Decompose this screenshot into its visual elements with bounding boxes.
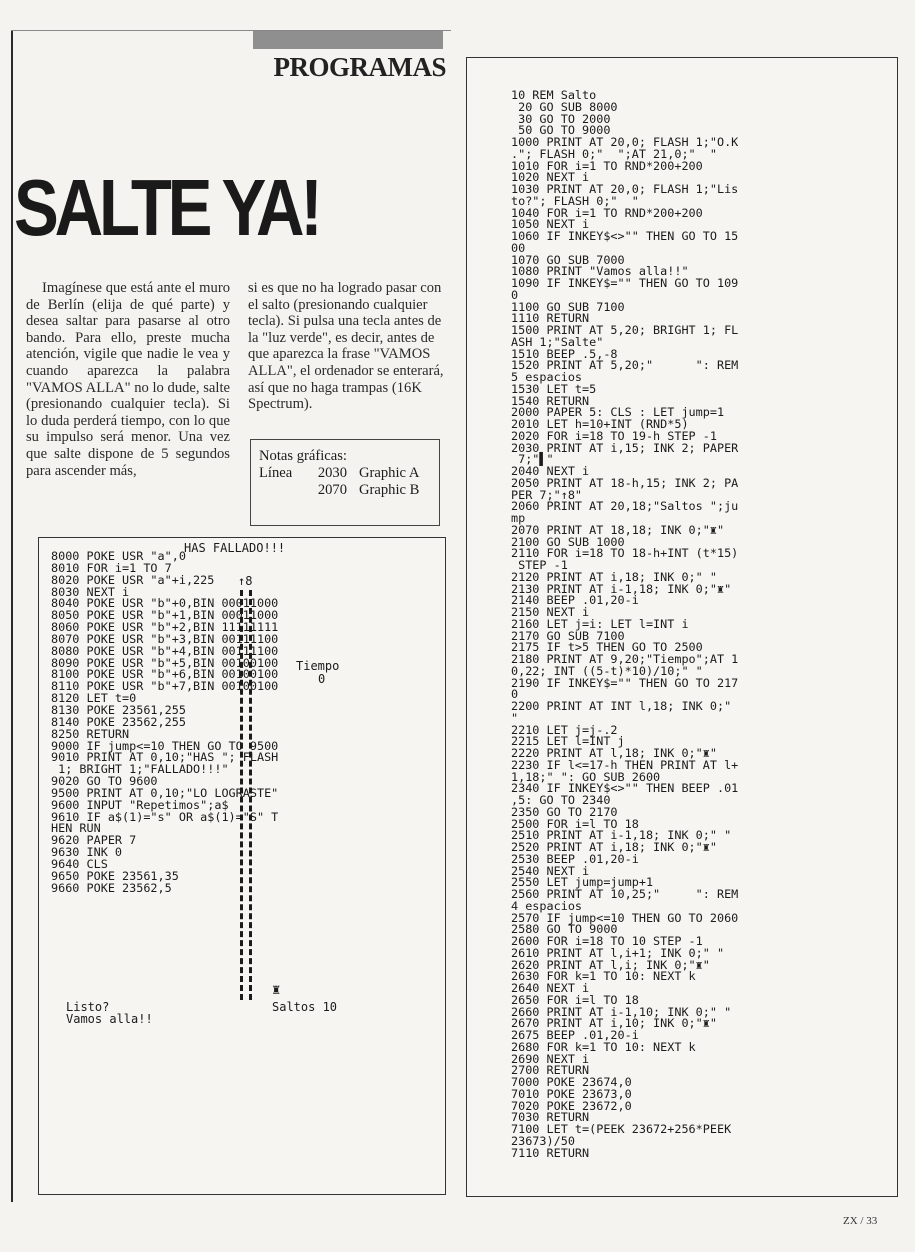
screen-status-line-1: Listo? xyxy=(66,1000,110,1014)
article-title: SALTE YA! xyxy=(14,163,319,252)
notes-label: Línea xyxy=(259,465,293,481)
main-program-listing: 10 REM Salto 20 GO SUB 8000 30 GO TO 2000 50 GO TO 9000 1000 PRINT AT 20,0; FLASH 1;"O.K ."; FLASH 0;" ";AT 21,0;" " 1010 FOR i=1 TO RND*200+200 1020 NEXT i 1030 PRINT AT 20,0; FLASH 1;"Lis to?"; FLASH 0;" " 1040 FOR i=1 TO RND*200+200 1050 NEXT i 1060 IF INKEY$<>"" THEN GO TO 15 00 1070 GO SUB 7000 1080 PRINT "Vamos alla!!" 1090 IF INKEY$="" THEN GO TO 109 0 1100 GO SUB 7100 1110 RETURN 1500 PRINT AT 5,20; BRIGHT 1; FL ASH 1;"Salte" 1510 BEEP .5,-8 1520 PRINT AT 5,20;" ": REM 5 espacios 1530 LET t=5 1540 RETURN 2000 PAPER 5: CLS : LET jump=1 2010 LET h=10+INT (RND*5) 2020 FOR i=18 TO 19-h STEP -1 2030 PRINT AT i,15; INK 2; PAPER 7;"▌" 2040 NEXT i 2050 PRINT AT 18-h,15; INK 2; PA PER 7;"↑8" 2060 PRINT AT 20,18;"Saltos ";ju mp 2070 PRINT AT 18,18; INK 0;"♜" 2100 GO SUB 1000 2110 FOR i=18 TO 18-h+INT (t*15) STEP -1 2120 PRINT AT i,18; INK 0;" " 2130 PRINT AT i-1,18; INK 0;"♜" 2140 BEEP .01,20-i 2150 NEXT i 2160 LET j=i: LET l=INT i 2170 GO SUB 7100 2175 IF t>5 THEN GO TO 2500 2180 PRINT AT 9,20;"Tiempo";AT 1 0,22; INT ((5-t)*10)/10;" " 2190 IF INKEY$="" THEN GO TO 217 0 2200 PRINT AT INT l,18; INK 0;" " 2210 LET j=j-.2 2215 LET l=INT j 2220 PRINT AT l,18; INK 0;"♜" 2230 IF l<=17-h THEN PRINT AT l+ 1,18;" ": GO SUB 2600 2340 IF INKEY$<>"" THEN BEEP .01 ,5: GO TO 2340 2350 GO TO 2170 2500 FOR i=l TO 18 2510 PRINT AT i-1,18; INK 0;" " 2520 PRINT AT i,18; INK 0;"♜" 2530 BEEP .01,20-i 2540 NEXT i 2550 LET jump=jump+1 2560 PRINT AT 10,25;" ": REM 4 espacios 2570 IF jump<=10 THEN GO TO 2060 2580 GO TO 9000 2600 FOR i=18 TO 10 STEP -1 2610 PRINT AT l,i+1; INK 0;" " 2620 PRINT AT l,i; INK 0;"♜" 2630 FOR k=1 TO 10: NEXT k 2640 NEXT i 2650 FOR i=l TO 18 2660 PRINT AT i-1,10; INK 0;" " 2670 PRINT AT i,10; INK 0;"♜" 2675 BEEP .01,20-i 2680 FOR k=1 TO 10: NEXT k 2690 NEXT i 2700 RETURN 7000 POKE 23674,0 7010 POKE 23673,0 7020 POKE 23672,0 7030 RETURN 7100 LET t=(PEEK 23672+256*PEEK 23673)/50 7110 RETURN xyxy=(511,88,739,1160)
graphics-notes-box xyxy=(250,439,440,526)
screen-status-line-2: Vamos alla!! xyxy=(66,1012,153,1026)
screen-height-marker: ↑8 xyxy=(238,574,253,588)
notes-title: Notas gráficas: xyxy=(259,448,347,464)
screen-jumper: ♜ xyxy=(272,982,281,998)
sub-program-listing: 8000 POKE USR "a",0 8010 FOR i=1 TO 7 8020 POKE USR "a"+i,225 8030 NEXT i 8040 POKE USR "b"+0,BIN 00011000 8050 POKE USR "b"+1,BIN 00011000 8060 POKE USR "b"+2,BIN 11111111 8070 POKE USR "b"+3,BIN 00111100 8080 POKE USR "b"+4,BIN 00111100 8090 POKE USR "b"+5,BIN 00100100 8100 POKE USR "b"+6,BIN 00100100 8110 POKE USR "b"+7,BIN 00100100 8120 LET t=0 8130 POKE 23561,255 8140 POKE 23562,255 8250 RETURN 9000 IF jump<=10 THEN GO TO 9500 9010 PRINT AT 0,10;"HAS "; FLASH 1; BRIGHT 1;"FALLADO!!!" 9020 GO TO 9600 9500 PRINT AT 0,10;"LO LOGRASTE" 9600 INPUT "Repetimos";a$ 9610 IF a$(1)="s" OR a$(1)="S" T HEN RUN 9620 PAPER 7 9630 INK 0 9640 CLS 9650 POKE 23561,35 9660 POKE 23562,5 xyxy=(51,549,279,895)
section-title: PROGRAMAS xyxy=(273,52,446,82)
notes-row xyxy=(259,465,431,482)
notes-row xyxy=(259,482,431,499)
section-banner-bar xyxy=(253,31,443,49)
screen-wall xyxy=(240,590,252,1000)
article-column-right: si es que no ha logrado pasar con el salto (presionando cualquier tecla). Si pulsa una tecla antes de la "luz verde", es decir, antes de que aparezca la frase "VAMOS ALLA", el ordenador se enterará, así que no haga trampas (16K Spectrum). xyxy=(248,280,444,413)
notes-graphic: Graphic A xyxy=(359,465,420,481)
notes-line: 2030 xyxy=(317,465,347,481)
main-listing-box xyxy=(466,57,898,1197)
notes-line: 2070 xyxy=(317,482,347,498)
screen-message: HAS FALLADO!!! xyxy=(184,541,286,555)
notes-label xyxy=(259,482,299,499)
page-footer: ZX / 33 xyxy=(843,1215,878,1227)
screen-timer-value: 0 xyxy=(318,672,326,686)
notes-graphic: Graphic B xyxy=(359,482,420,498)
screen-timer-label: Tiempo xyxy=(296,659,340,673)
screen-jump-count: Saltos 10 xyxy=(272,1000,338,1014)
article-column-left: Imagínese que está ante el muro de Berlín (elija de qué parte) y desea saltar para pasarse al otro bando. Para ello, preste mucha atención, vigile que nadie le vea y cuando aparezca la palabra "VAMOS ALLA" no lo dude, salte (presionando cualquier tecla). Si lo duda perderá tiempo, con lo que su impulso será menor. Una vez que salte dispone de 5 segundos para ascender más, xyxy=(26,280,230,479)
page-left-rule xyxy=(11,30,13,1202)
